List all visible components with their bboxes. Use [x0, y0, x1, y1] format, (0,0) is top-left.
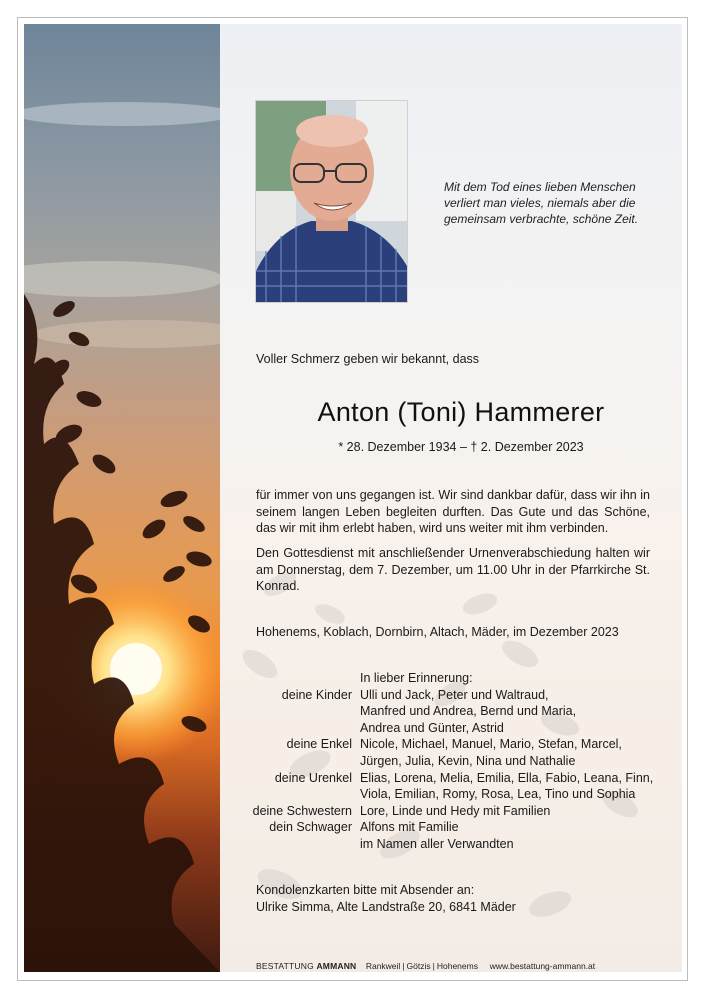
website-link[interactable]: www.bestattung-ammann.at	[489, 961, 596, 971]
portrait-photo	[256, 101, 407, 302]
funeral-home-brand: BESTATTUNG AMMANN	[256, 961, 357, 971]
family-row: deine Schwestern Lore, Linde und Hedy mit Familien	[252, 803, 551, 818]
family-row: deine Urenkel Elias, Lorena, Melia, Emilia, Ella, Fabio, Leana, Finn, Viola, Emilian, Romy, Rosa, Lea, Tino und Sophia	[274, 770, 654, 802]
family-row: im Namen aller Verwandten	[360, 836, 514, 851]
life-dates: * 28. Dezember 1934 – † 2. Dezember 2023	[338, 440, 584, 454]
footer-location: Götzis	[406, 961, 431, 971]
service-paragraph: Den Gottesdienst mit anschließender Urnenverabschiedung halten wir am Donnerstag, dem 7. Dezember, um 11.00 Uhr in der Pfarrkirche St. Konrad.	[256, 546, 650, 593]
family-row: deine Enkel Nicole, Michael, Manuel, Mario, Stefan, Marcel, Jürgen, Julia, Kevin, Nina und Nathalie	[286, 737, 622, 768]
family-row: dein Schwager Alfons mit Familie	[269, 820, 459, 835]
footer-location: Rankweil	[365, 961, 401, 971]
announcement-intro: Voller Schmerz geben wir bekannt, dass	[256, 352, 480, 366]
funeral-home-footer: BESTATTUNG AMMANN Rankweil | Götzis | Hohenems www.bestattung-ammann.at	[256, 961, 596, 971]
condolence-info: Kondolenzkarten bitte mit Absender an: Ulrike Simma, Alte Landstraße 20, 6841 Mäder	[256, 883, 516, 914]
family-list	[248, 670, 668, 853]
deceased-name: Anton (Toni) Hammerer	[317, 397, 605, 427]
sunset-image	[24, 24, 220, 972]
memorial-quote: Mit dem Tod eines lieben Menschen verliert man vieles, niemals aber die gemeinsam verbrachte, schöne Zeit.	[444, 180, 639, 226]
family-row: deine Kinder Ulli und Jack, Peter und Waltraud, Manfred und Andrea, Bernd und Maria, Andrea und Günter, Astrid	[281, 687, 577, 735]
family-row: In lieber Erinnerung:	[360, 671, 473, 685]
footer-location: Hohenems	[436, 961, 478, 971]
text-paragraph: für immer von uns gegangen ist. Wir sind dankbar dafür, dass wir ihn in seinem langen Leben begleiten durften. Das Gute und das Schöne, das wir mit ihm erlebt haben, wird uns weiter mit ihm verbinden.	[256, 488, 650, 535]
place-and-date: Hohenems, Koblach, Dornbirn, Altach, Mäder, im Dezember 2023	[256, 625, 619, 639]
